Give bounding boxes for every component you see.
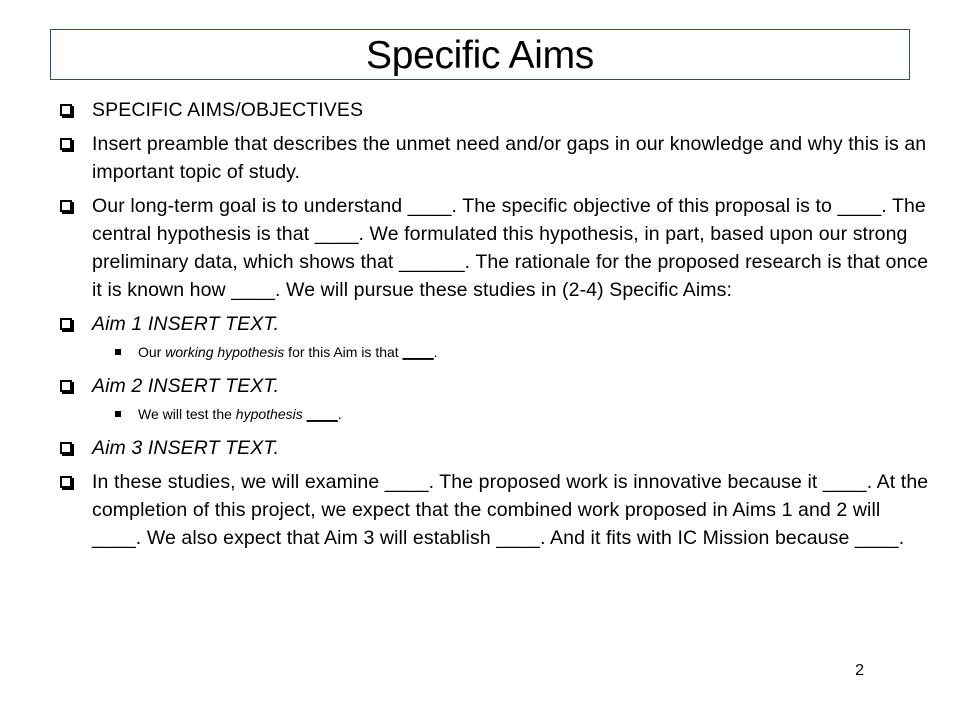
sub-bullet-aim-2 bbox=[60, 404, 930, 424]
sub-text-post: for this Aim is that bbox=[284, 344, 403, 360]
sub-text-blank: ____ bbox=[402, 344, 434, 360]
checkbox-bullet-icon bbox=[60, 318, 72, 330]
sub-text-italic: working hypothesis bbox=[165, 344, 285, 360]
checkbox-bullet-icon bbox=[60, 380, 72, 392]
bullet-text: SPECIFIC AIMS/OBJECTIVES bbox=[92, 99, 364, 121]
sub-text-blank: ____ bbox=[306, 406, 338, 422]
bullet-item-preamble bbox=[60, 130, 930, 186]
page-number: 2 bbox=[855, 662, 864, 679]
bullet-text: Our long-term goal is to understand ____. The specific objective of this proposal is to ____. The central hypothesis is that ____. We formulated this hypothesis, in part, based upon our strong preliminary data, which shows that ______. The rationale for the proposed research is that once it is known how ____. We will pursue these studies in (2-4) Specific Aims: bbox=[92, 195, 929, 301]
bullet-item-studies bbox=[60, 468, 930, 552]
sub-text-pre: We will test the bbox=[138, 406, 236, 422]
slide-content bbox=[60, 96, 930, 558]
sub-text-end: . bbox=[337, 406, 342, 422]
checkbox-bullet-icon bbox=[60, 442, 72, 454]
slide-title: Specific Aims bbox=[365, 34, 594, 77]
bullet-item-aim-2 bbox=[60, 372, 930, 400]
bullet-text: Aim 1 INSERT TEXT. bbox=[92, 313, 280, 335]
checkbox-bullet-icon bbox=[60, 476, 72, 488]
square-bullet-icon bbox=[115, 411, 121, 417]
bullet-text: Aim 3 INSERT TEXT. bbox=[92, 437, 280, 459]
bullet-item-long-term-goal bbox=[60, 192, 930, 304]
square-bullet-icon bbox=[115, 349, 121, 355]
sub-text-italic: hypothesis bbox=[235, 406, 303, 422]
bullet-text: Aim 2 INSERT TEXT. bbox=[92, 375, 280, 397]
bullet-item-objectives bbox=[60, 96, 930, 124]
checkbox-bullet-icon bbox=[60, 104, 72, 116]
checkbox-bullet-icon bbox=[60, 200, 72, 212]
bullet-item-aim-1 bbox=[60, 310, 930, 338]
bullet-text: Insert preamble that describes the unmet need and/or gaps in our knowledge and why this is an important topic of study. bbox=[92, 133, 927, 183]
checkbox-bullet-icon bbox=[60, 138, 72, 150]
sub-bullet-aim-1 bbox=[60, 342, 930, 362]
slide-title-box bbox=[50, 29, 910, 80]
bullet-item-aim-3 bbox=[60, 434, 930, 462]
bullet-text: In these studies, we will examine ____. The proposed work is innovative because it ____. At the completion of this project, we expect that the combined work proposed in Aims 1 and 2 will ____. We also expect that Aim 3 will establish ____. And it fits with IC Mission because ____. bbox=[92, 471, 929, 549]
sub-text-pre: Our bbox=[138, 344, 166, 360]
sub-text-end: . bbox=[433, 344, 438, 360]
